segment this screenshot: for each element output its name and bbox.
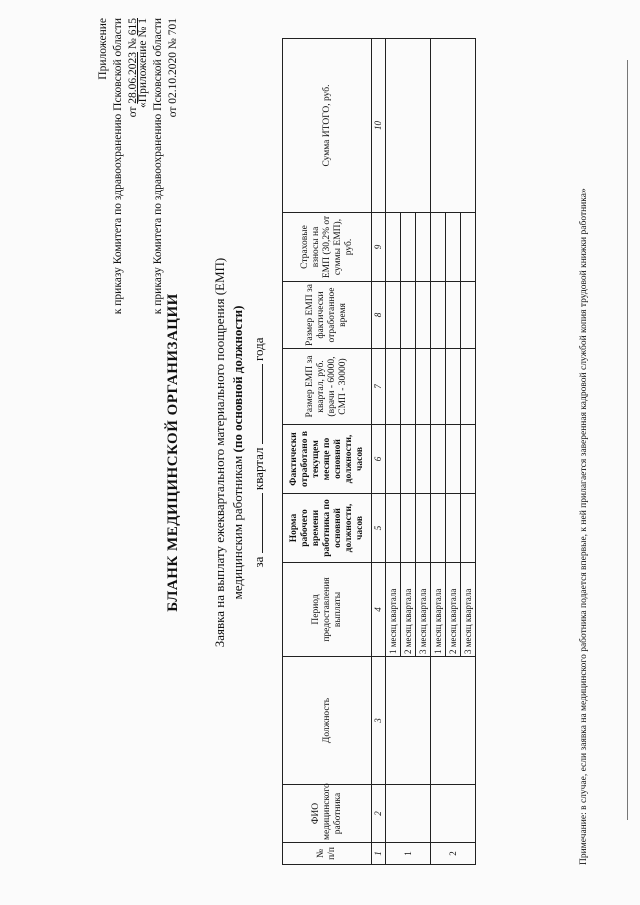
main-position-note: (по основной должности) [230, 305, 245, 453]
header-col-2: ФИО медицинского работника [283, 785, 372, 843]
value-cell-col-9[interactable] [401, 213, 416, 282]
quarter-year-line: за квартал года [251, 337, 266, 568]
value-cell-col-9[interactable] [416, 213, 431, 282]
value-cell-col-8[interactable] [386, 282, 401, 349]
prev-appendix-line-3: от 02.10.2020 № 701 [167, 18, 179, 118]
column-number-9: 9 [372, 213, 386, 282]
period-cell: 1 месяц квартала [431, 563, 446, 657]
value-cell-col-9[interactable] [386, 213, 401, 282]
column-number-6: 6 [372, 425, 386, 494]
value-cell-col-5[interactable] [461, 494, 476, 563]
year-blank[interactable] [250, 364, 263, 444]
value-cell-col-5[interactable] [416, 494, 431, 563]
appendix-line-2: к приказу Комитета по здравоохранению Псковской области [112, 18, 124, 315]
value-cell-col-7[interactable] [446, 349, 461, 425]
total-cell[interactable] [431, 39, 476, 213]
column-number-3: 3 [372, 657, 386, 785]
period-cell: 3 месяц квартала [461, 563, 476, 657]
position-cell[interactable] [431, 657, 476, 785]
value-cell-col-6[interactable] [431, 425, 446, 494]
column-number-4: 4 [372, 563, 386, 657]
value-cell-col-5[interactable] [446, 494, 461, 563]
footnote: Примечание: в случае, если заявка на медицинского работника подается впервые, к ней прилагается заверенная кадровой службой копия трудовой книжки работника» [579, 188, 589, 865]
appendix-date: 28.06.2023 [127, 51, 139, 104]
value-cell-col-7[interactable] [416, 349, 431, 425]
header-col-7: Размер ЕМП за квартал, руб. (врачи - 60000, СМП - 30000) [283, 349, 372, 425]
value-cell-col-7[interactable] [386, 349, 401, 425]
prev-appendix-line-2: к приказу Комитета по здравоохранению Псковской области [152, 18, 164, 315]
value-cell-col-7[interactable] [431, 349, 446, 425]
header-col-1: № п/п [283, 843, 372, 865]
appendix-line-3: от 28.06.2023 № 615 [127, 18, 139, 118]
value-cell-col-8[interactable] [401, 282, 416, 349]
period-cell: 2 месяц квартала [401, 563, 416, 657]
header-col-4: Период предоставления выплаты [283, 563, 372, 657]
org-letterhead-title: БЛАНК МЕДИЦИНСКОЙ ОРГАНИЗАЦИИ [165, 293, 181, 612]
appendix-header [96, 18, 141, 314]
value-cell-col-7[interactable] [461, 349, 476, 425]
value-cell-col-6[interactable] [461, 425, 476, 494]
period-cell: 1 месяц квартала [386, 563, 401, 657]
table-row [386, 39, 401, 865]
table-row [431, 39, 446, 865]
header-col-3: Должность [283, 657, 372, 785]
header-col-5: Норма рабочего времени работника по основной должности, часов [283, 494, 372, 563]
header-col-10: Сумма ИТОГО, руб. [283, 39, 372, 213]
header-col-9: Страховые взносы на ЕМП (30,2% от суммы ЕМП), руб. [283, 213, 372, 282]
value-cell-col-6[interactable] [446, 425, 461, 494]
value-cell-col-6[interactable] [416, 425, 431, 494]
row-number: 1 [386, 843, 431, 865]
request-title-line-1: Заявка на выплату ежеквартального материального поощрения (ЕМП) [212, 257, 227, 648]
value-cell-col-9[interactable] [446, 213, 461, 282]
header-col-6: Фактически отработано в текущем месяце по основной должности, часов [283, 425, 372, 494]
header-col-8: Размер ЕМП за фактически отработанное время [283, 282, 372, 349]
position-cell[interactable] [386, 657, 431, 785]
value-cell-col-8[interactable] [446, 282, 461, 349]
column-number-7: 7 [372, 349, 386, 425]
value-cell-col-9[interactable] [431, 213, 446, 282]
column-number-2: 2 [372, 785, 386, 843]
value-cell-col-6[interactable] [401, 425, 416, 494]
value-cell-col-5[interactable] [431, 494, 446, 563]
fio-cell[interactable] [431, 785, 476, 843]
value-cell-col-9[interactable] [461, 213, 476, 282]
value-cell-col-8[interactable] [431, 282, 446, 349]
appendix-number: 615 [127, 18, 139, 36]
total-cell[interactable] [386, 39, 431, 213]
row-number: 2 [431, 843, 476, 865]
value-cell-col-5[interactable] [401, 494, 416, 563]
column-number-1: 1 [372, 843, 386, 865]
quarter-blank[interactable] [250, 493, 263, 553]
value-cell-col-6[interactable] [386, 425, 401, 494]
value-cell-col-8[interactable] [416, 282, 431, 349]
value-cell-col-8[interactable] [461, 282, 476, 349]
column-number-10: 10 [372, 39, 386, 213]
request-title-line-2: медицинским работникам (по основной должности) [230, 305, 245, 600]
period-cell: 2 месяц квартала [446, 563, 461, 657]
prev-appendix-line-1: «Приложение № 1 [137, 18, 149, 108]
column-number-8: 8 [372, 282, 386, 349]
fio-cell[interactable] [386, 785, 431, 843]
scan-edge [627, 60, 628, 820]
claim-table [282, 38, 476, 865]
value-cell-col-7[interactable] [401, 349, 416, 425]
value-cell-col-5[interactable] [386, 494, 401, 563]
appendix-line-1: Приложение [97, 18, 109, 80]
column-number-5: 5 [372, 494, 386, 563]
period-cell: 3 месяц квартала [416, 563, 431, 657]
